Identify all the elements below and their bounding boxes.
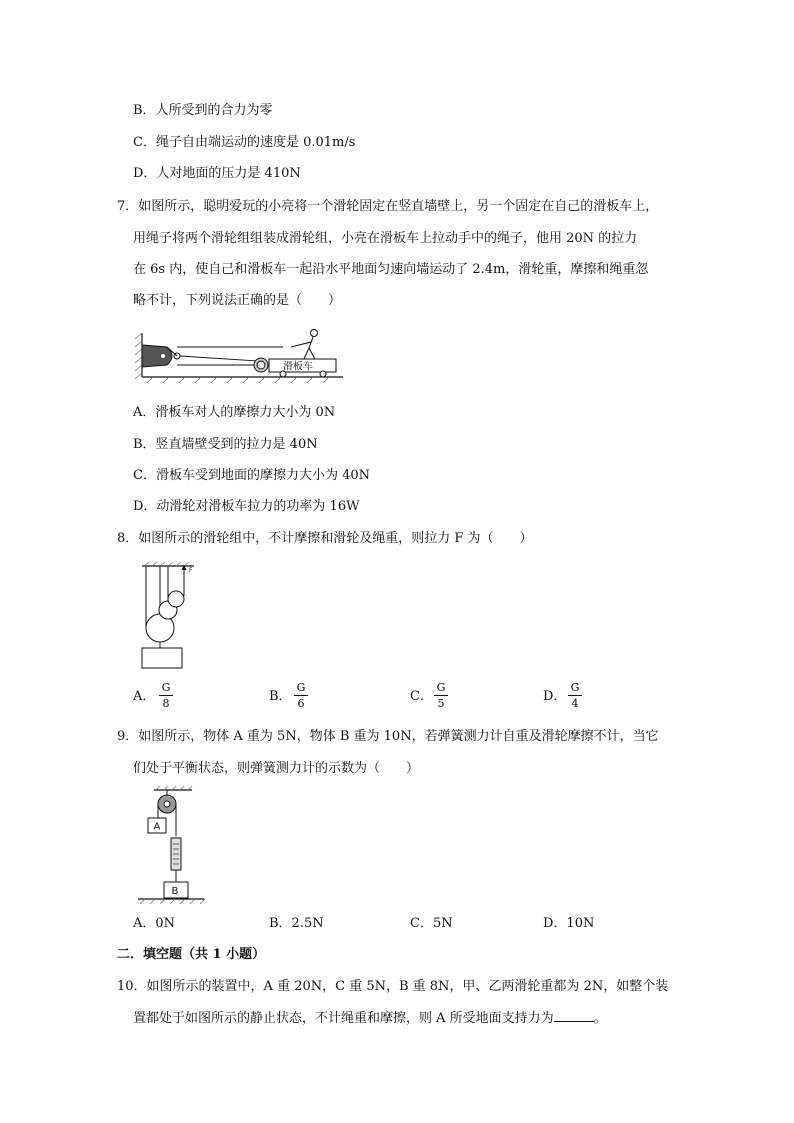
- q6-option-d: D．人对地面的压力是 410N: [133, 166, 301, 181]
- q9-option-a: A．0N: [133, 916, 176, 931]
- q10-stem-line2: [133, 1009, 607, 1028]
- fraction-denominator: 8: [162, 697, 170, 710]
- q8-option-d-letter: D．: [543, 689, 567, 704]
- q7-option-a: A．滑板车对人的摩擦力大小为 0N: [133, 405, 336, 420]
- fraction-denominator: 6: [297, 697, 305, 710]
- q10-stem-line1: 10．如图所示的装置中，A 重 20N，C 重 5N，B 重 8N，甲、乙两滑轮重都为 2N，如整个装: [117, 979, 669, 994]
- q8-option-d-fraction: [568, 681, 582, 710]
- q7-stem-line2: 用绳子将两个滑轮组组装成滑轮组，小亮在滑板车上拉动手中的绳子，他用 20N 的拉力: [133, 231, 638, 246]
- q8-force-label: F: [189, 567, 193, 574]
- q6-option-c: C．绳子自由端运动的速度是 0.01m/s: [133, 135, 356, 150]
- q7-figure-label: 滑板车: [283, 361, 313, 373]
- q10-stem-line2-text: 置都处于如图所示的静止状态，不计绳重和摩擦，则 A 所受地面支持力为: [133, 1011, 554, 1026]
- q9-stem-line2: 们处于平衡状态，则弹簧测力计的示数为（ ）: [133, 761, 420, 776]
- q9-figure-label-b: B: [171, 886, 179, 897]
- q6-option-b: B．人所受到的合力为零: [133, 103, 273, 118]
- section-heading: 二．填空题（共 1 小题）: [117, 947, 266, 962]
- q7-skateboard-pulley-figure: [133, 325, 348, 387]
- q7-stem-line3: 在 6s 内，使自己和滑板车一起沿水平地面匀速向墙运动了 2.4m，滑轮重，摩擦和绳重忽: [133, 262, 649, 277]
- fraction-denominator: 5: [437, 697, 445, 710]
- q9-option-c: C．5N: [410, 916, 453, 931]
- q9-figure-label-a: A: [153, 821, 161, 833]
- fraction-numerator: G: [159, 681, 173, 696]
- q8-option-c-letter: C．: [410, 689, 433, 704]
- q8-option-c-fraction: [434, 681, 448, 710]
- fraction-denominator: 4: [571, 697, 579, 710]
- q7-stem-line1: 7．如图所示，聪明爱玩的小亮将一个滑轮固定在竖直墙壁上，另一个固定在自己的滑板车上，: [117, 199, 659, 214]
- q9-option-d: D．10N: [543, 916, 595, 931]
- q7-option-b: B．竖直墙壁受到的拉力是 40N: [133, 437, 318, 452]
- q8-option-b-fraction: [294, 681, 308, 710]
- q9-spring-scale-figure: [130, 786, 210, 904]
- q8-option-b-letter: B．: [269, 689, 292, 704]
- q8-option-a-letter: A．: [133, 689, 156, 704]
- q10-stem-line2-end: 。: [593, 1011, 607, 1026]
- q9-stem-line1: 9．如图所示，物体 A 重为 5N，物体 B 重为 10N，若弹簧测力计自重及滑轮摩擦不计，当它: [117, 729, 659, 744]
- q8-pulley-system-figure: [138, 562, 200, 670]
- q7-option-c: C．滑板车受到地面的摩擦力大小为 40N: [133, 468, 370, 483]
- q7-stem-line4: 略不计，下列说法正确的是（ ）: [133, 293, 342, 308]
- q9-option-b: B．2.5N: [269, 916, 324, 931]
- q8-stem: 8．如图所示的滑轮组中，不计摩擦和滑轮及绳重，则拉力 F 为（ ）: [117, 531, 533, 546]
- fraction-numerator: G: [294, 681, 308, 696]
- q8-option-a-fraction: [159, 681, 173, 710]
- q7-option-d: D．动滑轮对滑板车拉力的功率为 16W: [133, 499, 360, 514]
- fraction-numerator: G: [434, 681, 448, 696]
- answer-blank[interactable]: [554, 1009, 594, 1022]
- fraction-numerator: G: [568, 681, 582, 696]
